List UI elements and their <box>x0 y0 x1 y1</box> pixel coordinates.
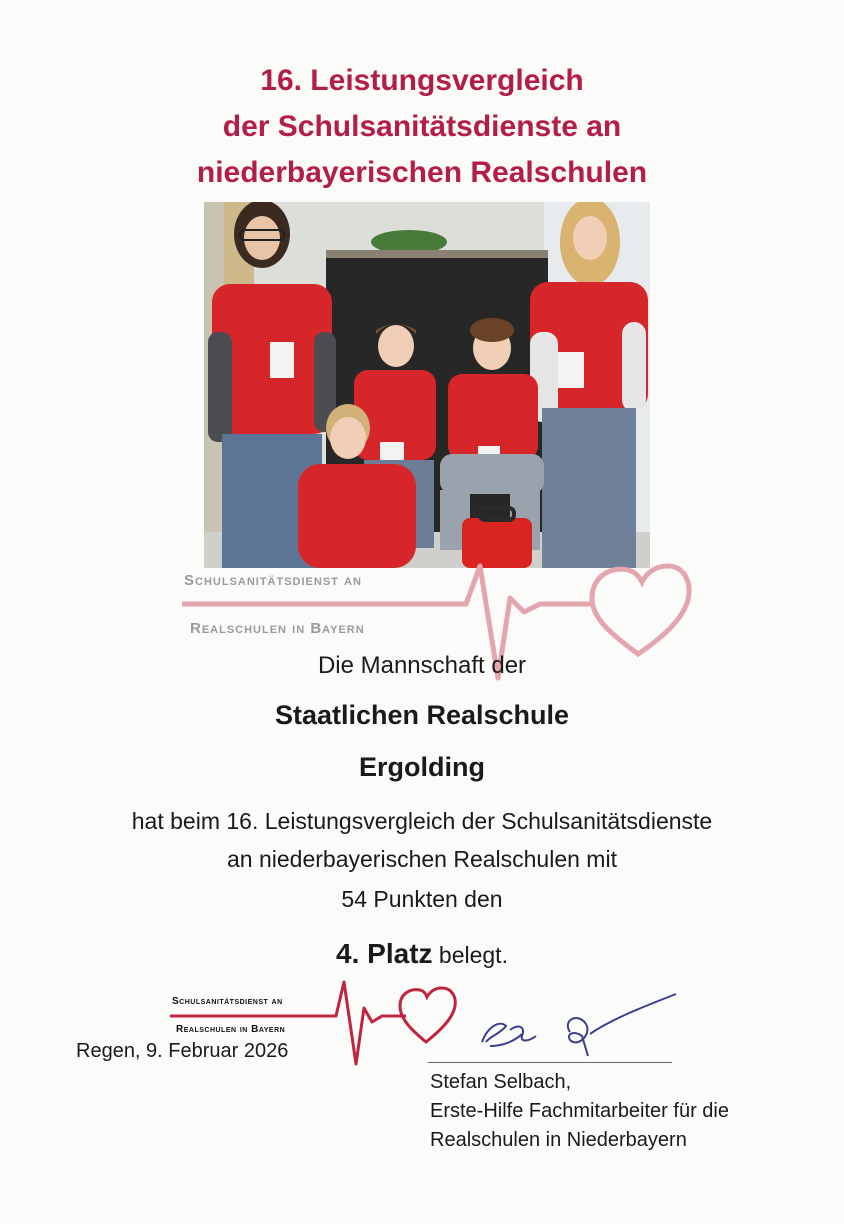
heart-icon <box>592 566 689 654</box>
intro-text: Die Mannschaft der <box>317 652 527 679</box>
paragraph-line-2: an niederbayerischen Realschulen mit <box>227 846 617 872</box>
logo-large-line-1: Schulsanitätsdienst an <box>184 572 362 589</box>
signer-block <box>430 1068 729 1155</box>
logo-small-line-1: Schulsanitätsdienst an <box>172 996 283 1007</box>
title-line-1: 16. Leistungsvergleich <box>260 64 584 97</box>
points-text: 54 Punkten den <box>341 886 503 912</box>
signer-role-1: Erste-Hilfe Fachmitarbeiter für die <box>430 1100 729 1122</box>
certificate-title <box>0 58 844 196</box>
logo-small-line-2: Realschulen in Bayern <box>176 1024 286 1035</box>
signature-line <box>428 1062 672 1063</box>
team-photo <box>204 202 650 568</box>
heart-icon-small <box>400 988 455 1042</box>
school-name-line-1: Staatlichen Realschule <box>274 700 570 730</box>
signer-name: Stefan Selbach, <box>430 1071 572 1093</box>
logo-large-line-2: Realschulen in Bayern <box>190 620 365 637</box>
title-line-3: niederbayerischen Realschulen <box>196 156 648 189</box>
date-place: Regen, 9. Februar 2026 <box>76 1040 289 1062</box>
placement-suffix: belegt. <box>432 942 508 968</box>
placement-rank: 4. Platz <box>336 938 433 969</box>
signature-image <box>470 990 690 1070</box>
school-name-line-2: Ergolding <box>359 752 485 782</box>
title-line-2: der Schulsanitätsdienste an <box>222 110 622 143</box>
result-paragraph <box>0 802 844 878</box>
signer-role-2: Realschulen in Niederbayern <box>430 1129 687 1151</box>
paragraph-line-1: hat beim 16. Leistungsvergleich der Schulsanitätsdienste <box>131 808 713 834</box>
